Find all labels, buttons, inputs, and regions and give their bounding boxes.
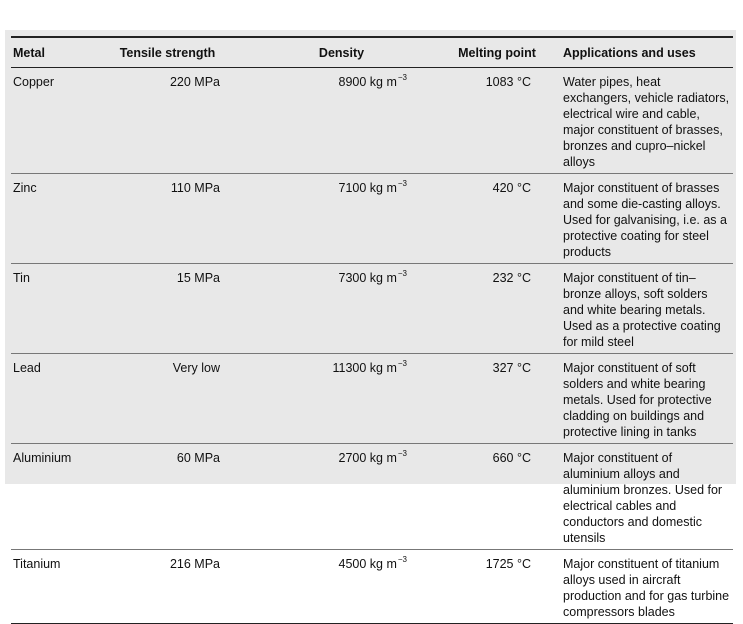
header-applications: Applications and uses	[563, 45, 696, 60]
header-metal: Metal	[13, 45, 45, 60]
table-row	[11, 444, 733, 550]
density-value: 11300 kg m	[332, 361, 397, 375]
header-tensile-strength: Tensile strength	[119, 45, 216, 60]
cell-tensile: 60 MPa	[176, 451, 220, 465]
cell-density	[226, 354, 417, 444]
density-exponent: −3	[397, 555, 407, 564]
density-value: 8900 kg m	[338, 75, 397, 89]
cell-applications: Major constituent of soft solders and white bearing metals. Used for protective cladding on buildings and protective lining in tanks	[563, 361, 712, 439]
cell-melting: 420 °C	[492, 181, 531, 195]
cell-melting: 232 °C	[492, 271, 531, 285]
table-row	[11, 174, 733, 264]
cell-metal: Lead	[13, 361, 41, 375]
table-row	[11, 68, 733, 174]
table-row	[11, 354, 733, 444]
density-value: 2700 kg m	[338, 451, 397, 465]
table-row	[11, 264, 733, 354]
cell-applications: Major constituent of titanium alloys used in aircraft production and for gas turbine compressors blades	[563, 557, 730, 619]
cell-applications: Major constituent of tin–bronze alloys, soft solders and white bearing metals. Used as a protective coating for mild steel	[563, 271, 721, 349]
cell-metal: Zinc	[13, 181, 37, 195]
cell-tensile: Very low	[172, 361, 220, 375]
cell-tensile: 216 MPa	[169, 557, 220, 571]
cell-melting: 1083 °C	[485, 75, 531, 89]
header-melting-point: Melting point	[458, 45, 536, 60]
table-panel	[5, 30, 736, 619]
density-exponent: −3	[397, 449, 407, 458]
cell-density	[226, 264, 417, 354]
cell-tensile: 15 MPa	[176, 271, 220, 285]
cell-metal: Titanium	[13, 557, 61, 571]
cell-density	[226, 550, 417, 624]
table-row	[11, 550, 733, 624]
cell-applications: Water pipes, heat exchangers, vehicle radiators, electrical wire and cable, major constituent of brasses, bronzes and cupro–nickel alloys	[563, 75, 730, 169]
density-value: 7300 kg m	[338, 271, 397, 285]
cell-applications: Major constituent of brasses and some die-casting alloys. Used for galvanising, i.e. as a protective coating for steel products	[563, 181, 727, 259]
cell-density	[226, 174, 417, 264]
cell-tensile: 220 MPa	[169, 75, 220, 89]
cell-melting: 327 °C	[492, 361, 531, 375]
cell-applications: Major constituent of aluminium alloys and aluminium bronzes. Used for electrical cables and conductors and domestic utensils	[563, 451, 723, 545]
density-value: 7100 kg m	[338, 181, 397, 195]
cell-tensile: 110 MPa	[170, 181, 220, 195]
density-value: 4500 kg m	[338, 557, 397, 571]
header-density: Density	[318, 45, 365, 60]
cell-melting: 660 °C	[492, 451, 531, 465]
cell-metal: Copper	[13, 75, 54, 89]
cell-metal: Aluminium	[13, 451, 72, 465]
table-header-row	[11, 37, 733, 68]
cell-metal: Tin	[13, 271, 30, 285]
density-exponent: −3	[397, 179, 407, 188]
cell-density	[226, 68, 417, 174]
cell-melting: 1725 °C	[485, 557, 531, 571]
density-exponent: −3	[397, 269, 407, 278]
density-exponent: −3	[397, 73, 407, 82]
metals-table	[11, 36, 733, 624]
cell-density	[226, 444, 417, 550]
density-exponent: −3	[397, 359, 407, 368]
